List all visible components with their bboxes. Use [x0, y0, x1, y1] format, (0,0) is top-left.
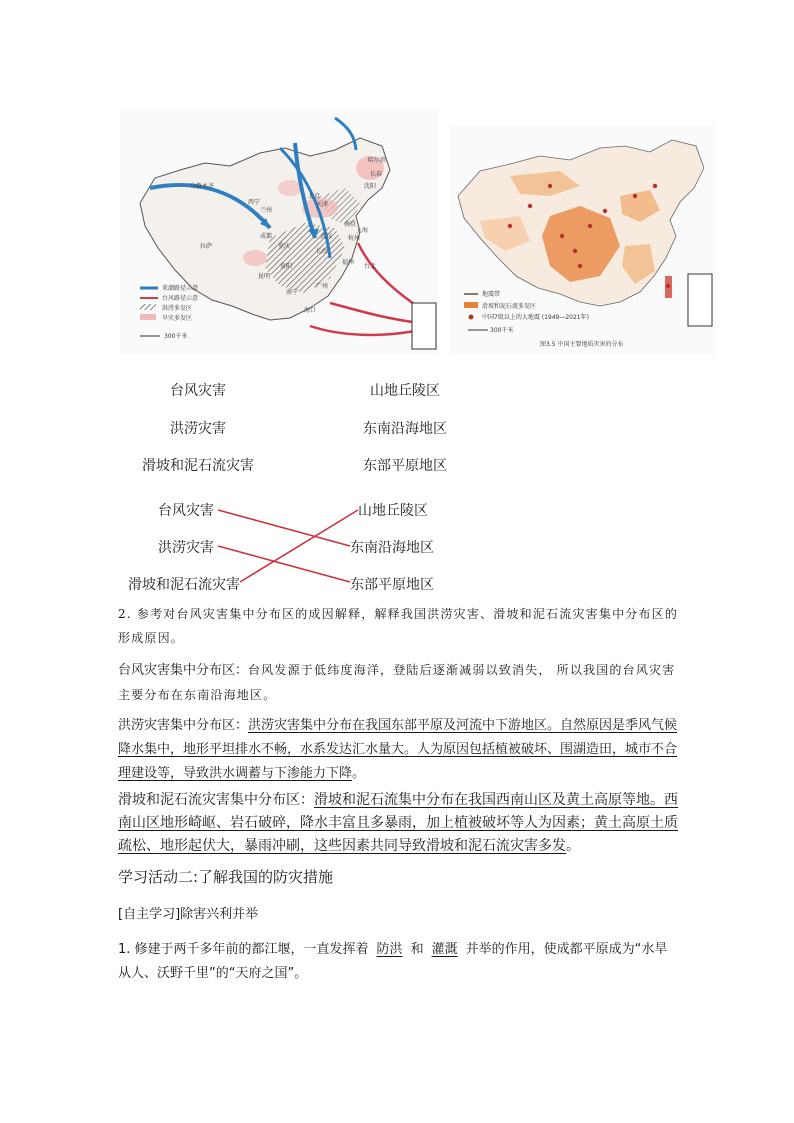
- question-2: 2. 参考对台风灾害集中分布区的成因解释，解释我国洪涝灾害、滑坡和泥石流灾害集中分布区的形成原因。: [118, 607, 679, 645]
- svg-text:滑坡和泥石流多发区: 滑坡和泥石流多发区: [482, 303, 537, 310]
- svg-text:天津: 天津: [316, 201, 329, 208]
- activity-2-heading: 学习活动二:了解我国的防灾措施: [118, 868, 334, 886]
- svg-text:乌鲁木齐: 乌鲁木齐: [190, 183, 215, 190]
- svg-text:沈阳: 沈阳: [364, 183, 377, 190]
- self-study-heading: [自主学习]除害兴利并举: [118, 907, 259, 922]
- answer-left-item: 滑坡和泥石流灾害: [128, 577, 240, 593]
- match-right-item: 东南沿海地区: [363, 421, 447, 437]
- svg-text:广州: 广州: [316, 283, 329, 290]
- svg-text:昆明: 昆明: [258, 273, 271, 280]
- svg-text:海口: 海口: [304, 307, 317, 314]
- svg-text:重庆: 重庆: [278, 243, 291, 250]
- svg-text:西宁: 西宁: [248, 199, 261, 206]
- typhoon-label: 台风灾害集中分布区：: [118, 663, 249, 678]
- svg-text:长沙: 长沙: [316, 248, 329, 255]
- landslide-label: 滑坡和泥石流灾害集中分布区：: [118, 792, 314, 808]
- flood-answer: 洪涝灾害集中分布区：洪涝灾害集中分布在我国东部平原及河流中下游地区。自然原因是季风气候降水集中，地形平坦排水不畅，水系发达汇水量大。人为原因包括植被破坏、围湖造田，城市不合理建设等，导致洪水调蓄与下渗能力下降。: [118, 718, 678, 781]
- match-right-item: 东部平原地区: [363, 458, 447, 474]
- answer-right-item: 山地丘陵区: [358, 503, 428, 519]
- svg-text:北京: 北京: [308, 193, 321, 200]
- svg-text:300千米: 300千米: [490, 327, 514, 334]
- answer-left-item: 台风灾害: [158, 503, 214, 519]
- svg-text:上海: 上海: [356, 227, 369, 234]
- answer-blank-1: 防洪: [376, 942, 403, 957]
- svg-text:哈尔滨: 哈尔滨: [368, 157, 387, 164]
- svg-text:兰州: 兰州: [260, 207, 273, 214]
- answer-right-item: 东部平原地区: [350, 577, 434, 593]
- flood-text: 洪涝灾害集中分布在我国东部平原及河流中下游地区。自然原因是季风气候降水集中，地形平坦排水不畅，水系发达汇水量大。人为原因包括植被破坏、围湖造田，城市不合理建设等，导致洪水调蓄与下渗能力下降: [118, 718, 678, 781]
- svg-text:拉萨: 拉萨: [200, 243, 213, 250]
- match-right-item: 山地丘陵区: [370, 383, 440, 399]
- question-1: 1. 修建于两千多年前的都江堰，一直发挥着 防洪 和 灌溉 并举的作用，使成都平原成为“水旱从人、沃野千里”的“天府之国”。: [118, 942, 668, 981]
- answer-left-item: 洪涝灾害: [158, 540, 214, 556]
- answer-blank-2: 灌溉: [431, 942, 458, 957]
- svg-text:旱灾多发区: 旱灾多发区: [162, 315, 193, 322]
- match-left-item: 滑坡和泥石流灾害: [142, 458, 254, 474]
- svg-text:来潮路径示意: 来潮路径示意: [162, 285, 199, 292]
- svg-text:成都: 成都: [260, 233, 273, 240]
- match-line: [218, 510, 350, 546]
- svg-text:地震带: 地震带: [482, 291, 501, 298]
- svg-text:长春: 长春: [370, 171, 383, 178]
- typhoon-text: 台风发源于低纬度海洋，登陆后逐渐减弱以致消失， 所以我国的台风灾害主要分布在东南沿海地区。: [118, 663, 676, 702]
- svg-text:贵阳: 贵阳: [280, 263, 293, 270]
- svg-text:中国7级以上的大地震 (1949—2021年): 中国7级以上的大地震 (1949—2021年): [482, 314, 589, 321]
- svg-text:洪涝多发区: 洪涝多发区: [162, 305, 193, 312]
- svg-text:300千米: 300千米: [164, 333, 188, 340]
- match-left-item: 洪涝灾害: [170, 421, 226, 437]
- landslide-text: 滑坡和泥石流集中分布在我国西南山区及黄土高原等地。西南山区地形崎岖、岩石破碎，降水丰富且多暴雨，加上植被破坏等人为因素；黄土高原土质疏松、地形起伏大，暴雨冲刷，这些因素共同导致滑坡和泥石流灾害多发: [118, 792, 678, 854]
- landslide-answer: 滑坡和泥石流灾害集中分布区：滑坡和泥石流集中分布在我国西南山区及黄土高原等地。西南山区地形崎岖、岩石破碎，降水丰富且多暴雨，加上植被破坏等人为因素；黄土高原土质疏松、地形起伏大，暴雨冲刷，这些因素共同导致滑坡和泥石流灾害多发。: [118, 792, 678, 854]
- answer-right-item: 东南沿海地区: [350, 540, 434, 556]
- svg-text:台风路径示意: 台风路径示意: [162, 295, 199, 302]
- typhoon-explanation: [118, 658, 680, 708]
- flood-label: 洪涝灾害集中分布区：: [118, 718, 249, 733]
- svg-text:福州: 福州: [342, 259, 355, 266]
- svg-text:武汉: 武汉: [320, 233, 333, 240]
- svg-text:台北: 台北: [364, 263, 377, 270]
- svg-text:南京: 南京: [344, 221, 357, 228]
- match-left-item: 台风灾害: [170, 383, 226, 399]
- svg-text:图3.5 中国主要地质灾害的分布: 图3.5 中国主要地质灾害的分布: [540, 341, 624, 348]
- svg-text:杭州: 杭州: [348, 235, 361, 242]
- svg-text:南宁: 南宁: [286, 289, 299, 296]
